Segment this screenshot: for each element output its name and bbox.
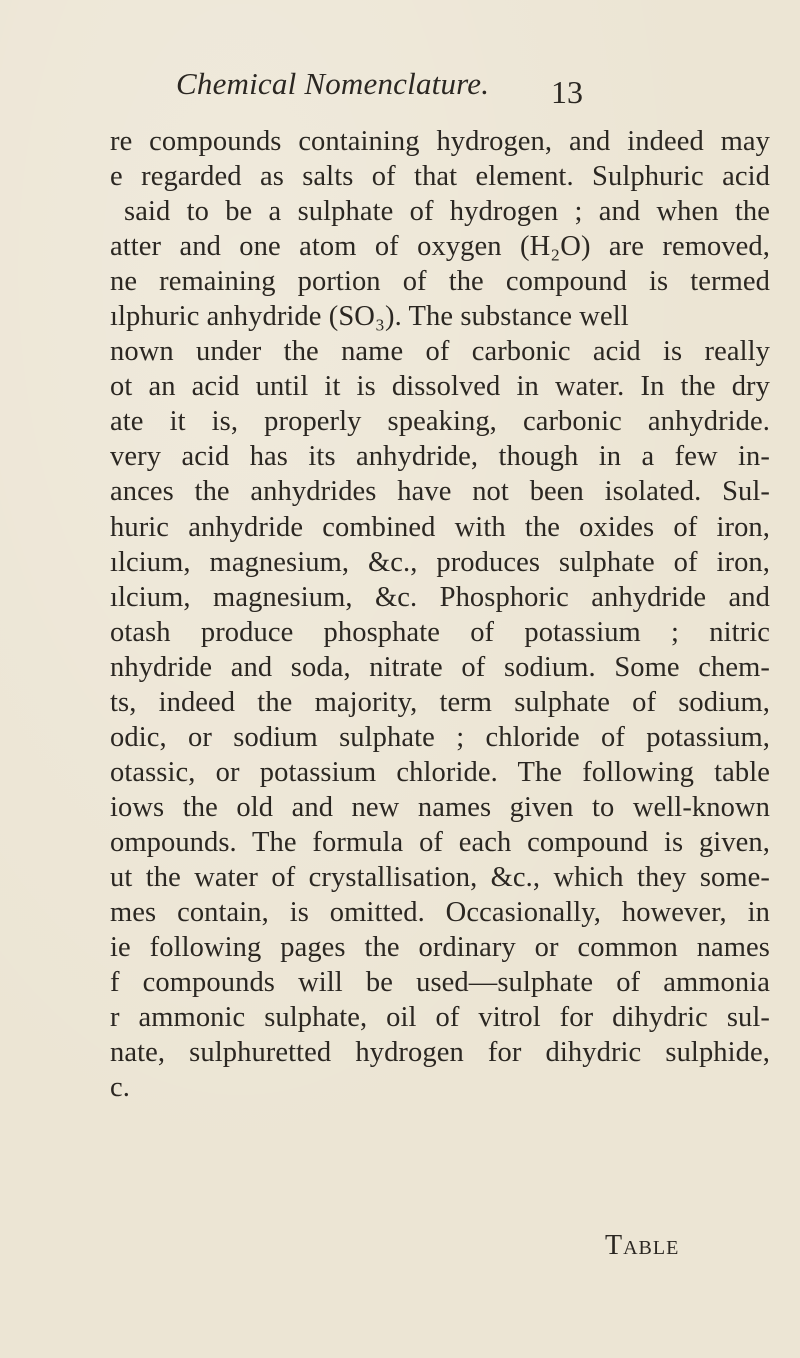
- text-line: re compounds containing hydrogen, and indeed may: [110, 126, 770, 157]
- text-line: ompounds. The formula of each compound is given,: [110, 826, 770, 858]
- text-line: said to be a sulphate of hydrogen ; and when the: [124, 196, 770, 228]
- text-line: e regarded as salts of that element. Sulphuric acid: [110, 161, 770, 193]
- text-line: ut the water of crystallisation, &c., which they some-: [110, 861, 770, 893]
- text-line: otassic, or potassium chloride. The following table: [110, 756, 770, 788]
- text-line: iows the old and new names given to well-known: [110, 791, 770, 823]
- text-line: nown under the name of carbonic acid is really: [110, 336, 770, 368]
- body-paragraph: [110, 124, 770, 1105]
- catchword: Table: [605, 1230, 680, 1261]
- text-line: ate it is, properly speaking, carbonic anhydride.: [110, 406, 770, 438]
- page-number: 13: [551, 74, 583, 110]
- text-line: c.: [110, 1072, 130, 1104]
- text-line: ie following pages the ordinary or common names: [110, 932, 770, 964]
- text-line: ot an acid until it is dissolved in water. In the dry: [110, 371, 770, 403]
- text-line: huric anhydride combined with the oxides of iron,: [110, 511, 770, 543]
- text-line: ılcium, magnesium, &c. Phosphoric anhydride and: [110, 581, 770, 613]
- text-line: f compounds will be used—sulphate of ammonia: [110, 967, 770, 999]
- text-line: very acid has its anhydride, though in a few in-: [110, 441, 770, 473]
- text-line: nhydride and soda, nitrate of sodium. Some chem-: [110, 651, 770, 683]
- text-line: odic, or sodium sulphate ; chloride of potassium,: [110, 721, 770, 753]
- text-line: ılcium, magnesium, &c., produces sulphate of iron,: [110, 546, 770, 578]
- text-line: otash produce phosphate of potassium ; nitric: [110, 616, 770, 648]
- text-line: atter and one atom of oxygen (H₂O) are removed,: [110, 231, 770, 263]
- text-line: mes contain, is omitted. Occasionally, however, in: [110, 897, 770, 929]
- text-line: ne remaining portion of the compound is termed: [110, 266, 770, 298]
- text-line: ances the anhydrides have not been isolated. Sul-: [110, 476, 770, 508]
- text-line: ılphuric anhydride (SO₃). The substance well: [110, 301, 629, 333]
- text-line: nate, sulphuretted hydrogen for dihydric sulphide,: [110, 1037, 770, 1069]
- text-line: r ammonic sulphate, oil of vitrol for dihydric sul-: [110, 1002, 770, 1034]
- text-line: ts, indeed the majority, term sulphate of sodium,: [110, 686, 770, 718]
- running-head-title: Chemical Nomenclature.: [176, 66, 490, 101]
